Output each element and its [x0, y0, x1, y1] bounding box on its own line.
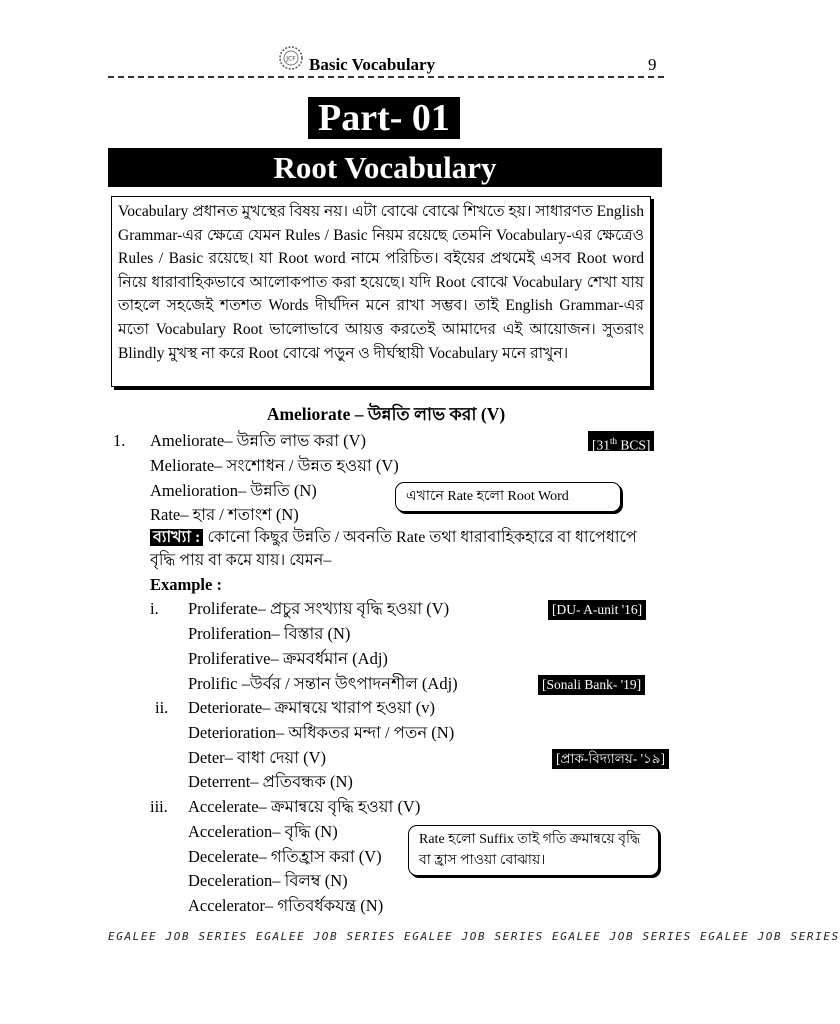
example-label: Example :	[150, 575, 222, 594]
entry-line: Rate– হার / শতাংশ (N)	[150, 505, 299, 524]
explanation-label: ব্যাখ্যা :	[150, 529, 203, 546]
part-label: Part- 01	[308, 97, 460, 139]
header-divider	[108, 76, 664, 78]
example-line: Acceleration– বৃদ্ধি (N)	[188, 822, 338, 841]
page-number: 9	[648, 55, 657, 74]
example-line: Proliferative– ক্রমবর্ধমান (Adj)	[188, 649, 388, 668]
intro-text: Vocabulary প্রধানত মুখস্থের বিষয় নয়। এটা বোঝে বোঝে শিখতে হয়। সাধারণত English Grammar-এর ক্ষেত্রে যেমন Rules / Basic নিয়ম রয়েছে তেমনি Vocabulary-এর ক্ষেত্রেও Rules / Basic রয়েছে। যা Root word নামে পরিচিত। বইয়ের প্রথমেই এসব Root word নিয়ে ধারাবাহিকভাবে আলোকপাত করা হয়েছে। যদি Root বোঝে Vocabulary শেখা যায় তাহলে সহজেই শতশত Words দীর্ঘদিন মনে রাখা সম্ভব। তাই English Grammar-এর মতো Vocabulary Root ভালোভাবে আয়ত্ত করতেই আমাদের এই আয়োজন। সুতরাং Blindly মুখস্থ না করে Root বোঝে পড়ুন ও দীর্ঘস্থায়ী Vocabulary মনে রাখুন।	[118, 203, 644, 362]
entry-line: Amelioration– উন্নতি (N)	[150, 481, 317, 500]
explanation	[150, 526, 662, 572]
svg-text:JCF: JCF	[286, 55, 296, 63]
suffix-note: Rate হলো Suffix তাই গতি ক্রমান্বয়ে বৃদ্ধি বা হ্রাস পাওয়া বোঝায়।	[408, 825, 659, 876]
entry-line: Meliorate– সংশোধন / উন্নত হওয়া (V)	[150, 456, 399, 475]
entry-number: 1.	[113, 431, 126, 450]
example-line: Deterrent– প্রতিবন্ধক (N)	[188, 772, 353, 791]
example-numeral: i.	[150, 599, 159, 618]
exam-tag-prak: [প্রাক-বিদ্যালয়- '১৯]	[552, 749, 669, 769]
example-line: Deterioration– অধিকতর মন্দা / পতন (N)	[188, 723, 455, 742]
footer-series-text: EGALEE JOB SERIES EGALEE JOB SERIES EGALEE JOB SERIES EGALEE JOB SERIES EGALEE JOB SERIES	[108, 930, 840, 943]
example-line: Proliferation– বিস্তার (N)	[188, 624, 351, 643]
example-line: Deceleration– বিলম্ব (N)	[188, 871, 348, 890]
example-numeral: iii.	[150, 797, 168, 816]
exam-tag-du: [DU- A-unit '16]	[548, 600, 646, 620]
publisher-logo-icon	[278, 45, 304, 71]
section-heading: Ameliorate – উন্নতি লাভ করা (V)	[266, 404, 506, 424]
entry-line: Ameliorate– উন্নতি লাভ করা (V)	[150, 431, 367, 450]
example-line: Accelerate– ক্রমান্বয়ে বৃদ্ধি হওয়া (V)	[188, 797, 421, 816]
chapter-banner-title: Root Vocabulary	[108, 148, 662, 187]
running-header-title: Basic Vocabulary	[309, 55, 436, 74]
example-line: Deteriorate– ক্রমান্বয়ে খারাপ হওয়া (v)	[188, 698, 436, 717]
example-line: Prolific –উর্বর / সন্তান উৎপাদনশীল (Adj)	[188, 674, 458, 693]
exam-tag-sonali: [Sonali Bank- '19]	[538, 675, 645, 695]
exam-tag-bcs: [31th BCS]	[588, 431, 654, 451]
example-line: Proliferate– প্রচুর সংখ্যায় বৃদ্ধি হওয়া (V)	[188, 599, 450, 618]
example-line: Deter– বাধা দেয়া (V)	[188, 748, 327, 767]
example-line: Accelerator– গতিবর্ধকযন্ত্র (N)	[188, 896, 384, 915]
intro-box	[111, 196, 651, 387]
explanation-text: কোনো কিছুর উন্নতি / অবনতি Rate তথা ধারাবাহিকহারে বা ধাপেধাপে বৃদ্ধি পায় বা কমে যায়। যেমন–	[150, 529, 637, 569]
example-numeral: ii.	[155, 698, 169, 717]
root-word-note: এখানে Rate হলো Root Word	[395, 482, 621, 512]
example-line: Decelerate– গতিহ্রাস করা (V)	[188, 847, 382, 866]
